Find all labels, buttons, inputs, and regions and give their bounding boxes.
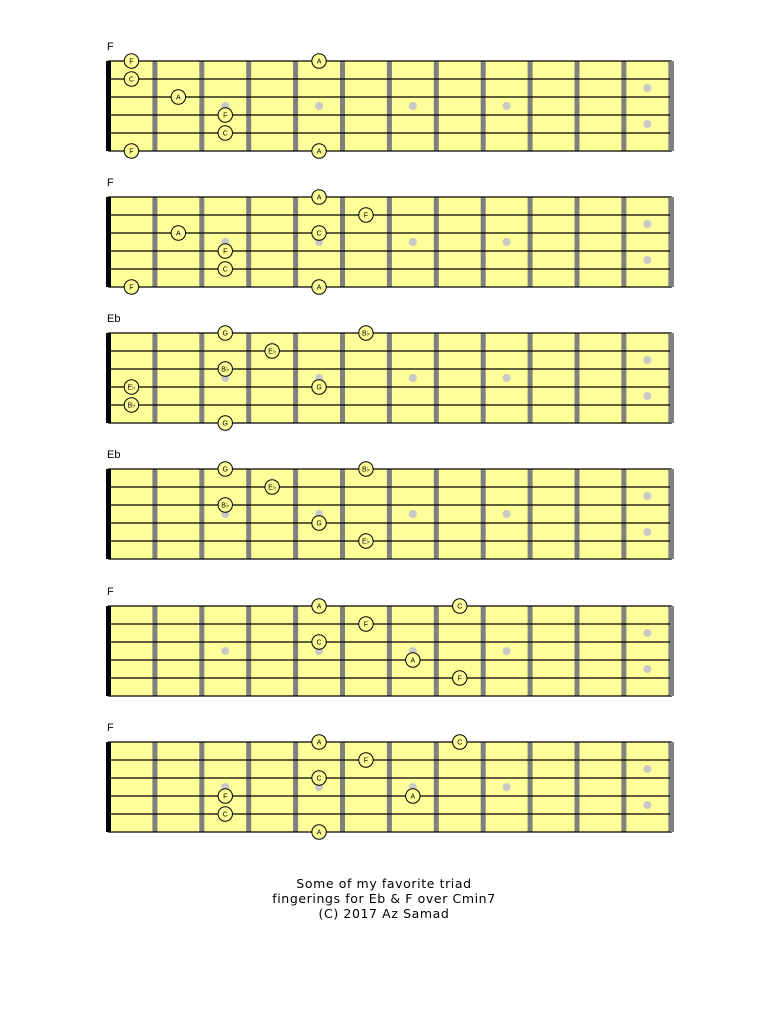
note-marker xyxy=(359,617,373,631)
fret-line xyxy=(152,333,157,423)
note-label: F xyxy=(363,212,369,220)
note-marker xyxy=(218,498,232,512)
fret-line xyxy=(199,606,204,696)
inlay-dot xyxy=(643,256,651,264)
note-marker xyxy=(406,653,420,667)
note-label: A xyxy=(316,739,322,747)
note-label: A xyxy=(410,793,416,801)
fret-line xyxy=(340,742,345,832)
nut xyxy=(106,197,111,287)
note-marker xyxy=(124,54,138,68)
fret-line xyxy=(621,197,626,287)
note-label: A xyxy=(316,58,322,66)
fret-line xyxy=(246,606,251,696)
note-marker xyxy=(218,108,232,122)
fret-line xyxy=(293,606,298,696)
note-label: A xyxy=(316,148,322,156)
note-marker xyxy=(124,380,138,394)
fret-line xyxy=(434,742,439,832)
fret-line xyxy=(387,197,392,287)
fret-line xyxy=(575,197,580,287)
note-marker xyxy=(218,326,232,340)
fret-line xyxy=(481,606,486,696)
diagram-title: F xyxy=(107,722,114,734)
note-label: F xyxy=(223,248,228,256)
inlay-dot xyxy=(409,510,417,518)
fret-line xyxy=(246,197,251,287)
note-label: A xyxy=(176,230,181,238)
fret-line xyxy=(246,333,251,423)
note-label: F xyxy=(363,621,369,629)
note-label: C xyxy=(457,603,463,611)
fret-line xyxy=(199,197,204,287)
inlay-dot xyxy=(409,374,417,382)
note-label: B♭ xyxy=(361,330,370,338)
note-label: F xyxy=(457,675,462,683)
note-marker xyxy=(218,789,232,803)
fretboard-end xyxy=(670,197,674,287)
fret-line xyxy=(199,61,204,151)
fret-line xyxy=(387,61,392,151)
diagram-title: F xyxy=(107,586,114,598)
note-label: E♭ xyxy=(361,538,370,546)
fret-line xyxy=(575,469,580,559)
note-marker xyxy=(312,771,326,785)
note-label: G xyxy=(316,520,322,528)
fret-line xyxy=(293,61,298,151)
note-label: B♭ xyxy=(127,402,136,410)
fretboard-end xyxy=(670,61,674,151)
inlay-dot xyxy=(221,647,229,655)
fret-line xyxy=(481,742,486,832)
fret-line xyxy=(293,742,298,832)
note-marker xyxy=(359,534,373,548)
note-marker xyxy=(171,226,185,240)
fretboard-diagram xyxy=(106,586,674,696)
fret-line xyxy=(340,606,345,696)
note-label: F xyxy=(129,284,134,292)
caption xyxy=(0,876,768,921)
inlay-dot xyxy=(503,374,511,382)
inlay-dot xyxy=(503,647,511,655)
diagram-title: F xyxy=(107,41,114,53)
fret-line xyxy=(481,333,486,423)
fret-line xyxy=(246,469,251,559)
note-marker xyxy=(171,90,185,104)
note-label: B♭ xyxy=(221,366,230,374)
note-marker xyxy=(406,789,420,803)
fretboard-diagram xyxy=(106,449,674,559)
fret-line xyxy=(387,333,392,423)
nut xyxy=(106,333,111,423)
fret-line xyxy=(387,469,392,559)
inlay-dot xyxy=(643,765,651,773)
fret-line xyxy=(199,333,204,423)
nut xyxy=(106,61,111,151)
note-label: G xyxy=(222,420,228,428)
note-marker xyxy=(312,599,326,613)
inlay-dot xyxy=(643,492,651,500)
inlay-dot xyxy=(643,356,651,364)
fret-line xyxy=(152,61,157,151)
note-marker xyxy=(218,126,232,140)
note-label: C xyxy=(222,811,228,819)
nut xyxy=(106,469,111,559)
fret-line xyxy=(434,606,439,696)
fret-line xyxy=(152,742,157,832)
note-label: F xyxy=(223,793,228,801)
note-label: B♭ xyxy=(221,502,230,510)
note-label: F xyxy=(223,112,228,120)
fret-line xyxy=(434,333,439,423)
fret-line xyxy=(575,333,580,423)
fretboard-end xyxy=(670,606,674,696)
note-marker xyxy=(359,753,373,767)
note-marker xyxy=(218,362,232,376)
fret-line xyxy=(199,742,204,832)
fret-line xyxy=(528,742,533,832)
inlay-dot xyxy=(503,783,511,791)
note-marker xyxy=(312,516,326,530)
fretboard-end xyxy=(670,333,674,423)
note-marker xyxy=(312,735,326,749)
inlay-dot xyxy=(315,102,323,110)
fret-line xyxy=(575,606,580,696)
note-label: A xyxy=(316,284,322,292)
fret-line xyxy=(387,742,392,832)
note-marker xyxy=(312,280,326,294)
note-label: A xyxy=(316,194,322,202)
fret-line xyxy=(246,61,251,151)
fretboard-end xyxy=(670,469,674,559)
caption-line-1: Some of my favorite triad xyxy=(296,876,472,891)
note-label: E♭ xyxy=(268,484,277,492)
note-marker xyxy=(312,144,326,158)
note-marker xyxy=(359,208,373,222)
fret-line xyxy=(528,606,533,696)
note-marker xyxy=(265,480,279,494)
note-label: G xyxy=(222,466,228,474)
inlay-dot xyxy=(643,528,651,536)
note-marker xyxy=(453,671,467,685)
fret-line xyxy=(246,742,251,832)
fretboard-diagram xyxy=(106,41,674,158)
fret-line xyxy=(152,469,157,559)
note-label: C xyxy=(316,775,322,783)
note-marker xyxy=(453,599,467,613)
fret-line xyxy=(481,197,486,287)
fret-line xyxy=(152,606,157,696)
note-label: E♭ xyxy=(127,384,136,392)
note-label: G xyxy=(222,330,228,338)
inlay-dot xyxy=(409,238,417,246)
note-marker xyxy=(218,416,232,430)
note-marker xyxy=(124,72,138,86)
inlay-dot xyxy=(643,392,651,400)
inlay-dot xyxy=(643,84,651,92)
note-label: G xyxy=(316,384,322,392)
fret-line xyxy=(340,333,345,423)
nut xyxy=(106,606,111,696)
note-marker xyxy=(312,380,326,394)
note-marker xyxy=(124,144,138,158)
note-label: C xyxy=(222,266,228,274)
note-marker xyxy=(359,462,373,476)
fret-line xyxy=(528,197,533,287)
note-marker xyxy=(312,825,326,839)
note-label: C xyxy=(222,130,228,138)
fret-line xyxy=(434,469,439,559)
note-label: C xyxy=(457,739,463,747)
note-label: C xyxy=(128,76,134,84)
note-label: A xyxy=(316,603,322,611)
fret-line xyxy=(481,61,486,151)
fret-line xyxy=(152,197,157,287)
note-marker xyxy=(312,54,326,68)
note-marker xyxy=(453,735,467,749)
fret-line xyxy=(528,469,533,559)
note-marker xyxy=(312,190,326,204)
note-label: A xyxy=(176,94,181,102)
inlay-dot xyxy=(503,510,511,518)
inlay-dot xyxy=(409,102,417,110)
fretboard-end xyxy=(670,742,674,832)
note-label: F xyxy=(129,58,134,66)
note-marker xyxy=(218,244,232,258)
fret-line xyxy=(621,606,626,696)
fret-line xyxy=(481,469,486,559)
fretboard-diagram xyxy=(106,313,674,430)
diagram-title: Eb xyxy=(107,313,121,325)
inlay-dot xyxy=(503,238,511,246)
fret-line xyxy=(199,469,204,559)
fret-line xyxy=(621,742,626,832)
note-marker xyxy=(218,462,232,476)
note-marker xyxy=(265,344,279,358)
caption-line-3: (C) 2017 Az Samad xyxy=(318,906,450,921)
note-marker xyxy=(312,226,326,240)
fret-line xyxy=(434,61,439,151)
fret-line xyxy=(387,606,392,696)
fret-line xyxy=(434,197,439,287)
fret-line xyxy=(575,742,580,832)
inlay-dot xyxy=(503,102,511,110)
note-label: E♭ xyxy=(268,348,277,356)
fret-line xyxy=(621,61,626,151)
fret-line xyxy=(293,197,298,287)
fret-line xyxy=(575,61,580,151)
fretboard-diagram xyxy=(106,177,674,294)
fret-line xyxy=(340,469,345,559)
note-marker xyxy=(359,326,373,340)
note-label: F xyxy=(129,148,134,156)
diagram-title: F xyxy=(107,177,114,189)
note-label: C xyxy=(316,639,322,647)
inlay-dot xyxy=(643,665,651,673)
fret-line xyxy=(293,469,298,559)
fret-line xyxy=(528,61,533,151)
inlay-dot xyxy=(643,801,651,809)
note-marker xyxy=(218,807,232,821)
note-label: B♭ xyxy=(361,466,370,474)
fret-line xyxy=(528,333,533,423)
note-label: A xyxy=(316,829,322,837)
caption-line-2: fingerings for Eb & F over Cmin7 xyxy=(272,891,496,906)
note-marker xyxy=(124,280,138,294)
fretboard-diagram xyxy=(106,722,674,839)
inlay-dot xyxy=(643,220,651,228)
note-label: A xyxy=(410,657,416,665)
inlay-dot xyxy=(643,629,651,637)
note-marker xyxy=(312,635,326,649)
note-label: C xyxy=(316,230,322,238)
note-label: F xyxy=(363,757,369,765)
fret-line xyxy=(621,469,626,559)
note-marker xyxy=(124,398,138,412)
fret-line xyxy=(293,333,298,423)
inlay-dot xyxy=(643,120,651,128)
note-marker xyxy=(218,262,232,276)
nut xyxy=(106,742,111,832)
diagram-title: Eb xyxy=(107,449,121,461)
fret-line xyxy=(621,333,626,423)
fret-line xyxy=(340,61,345,151)
fret-line xyxy=(340,197,345,287)
